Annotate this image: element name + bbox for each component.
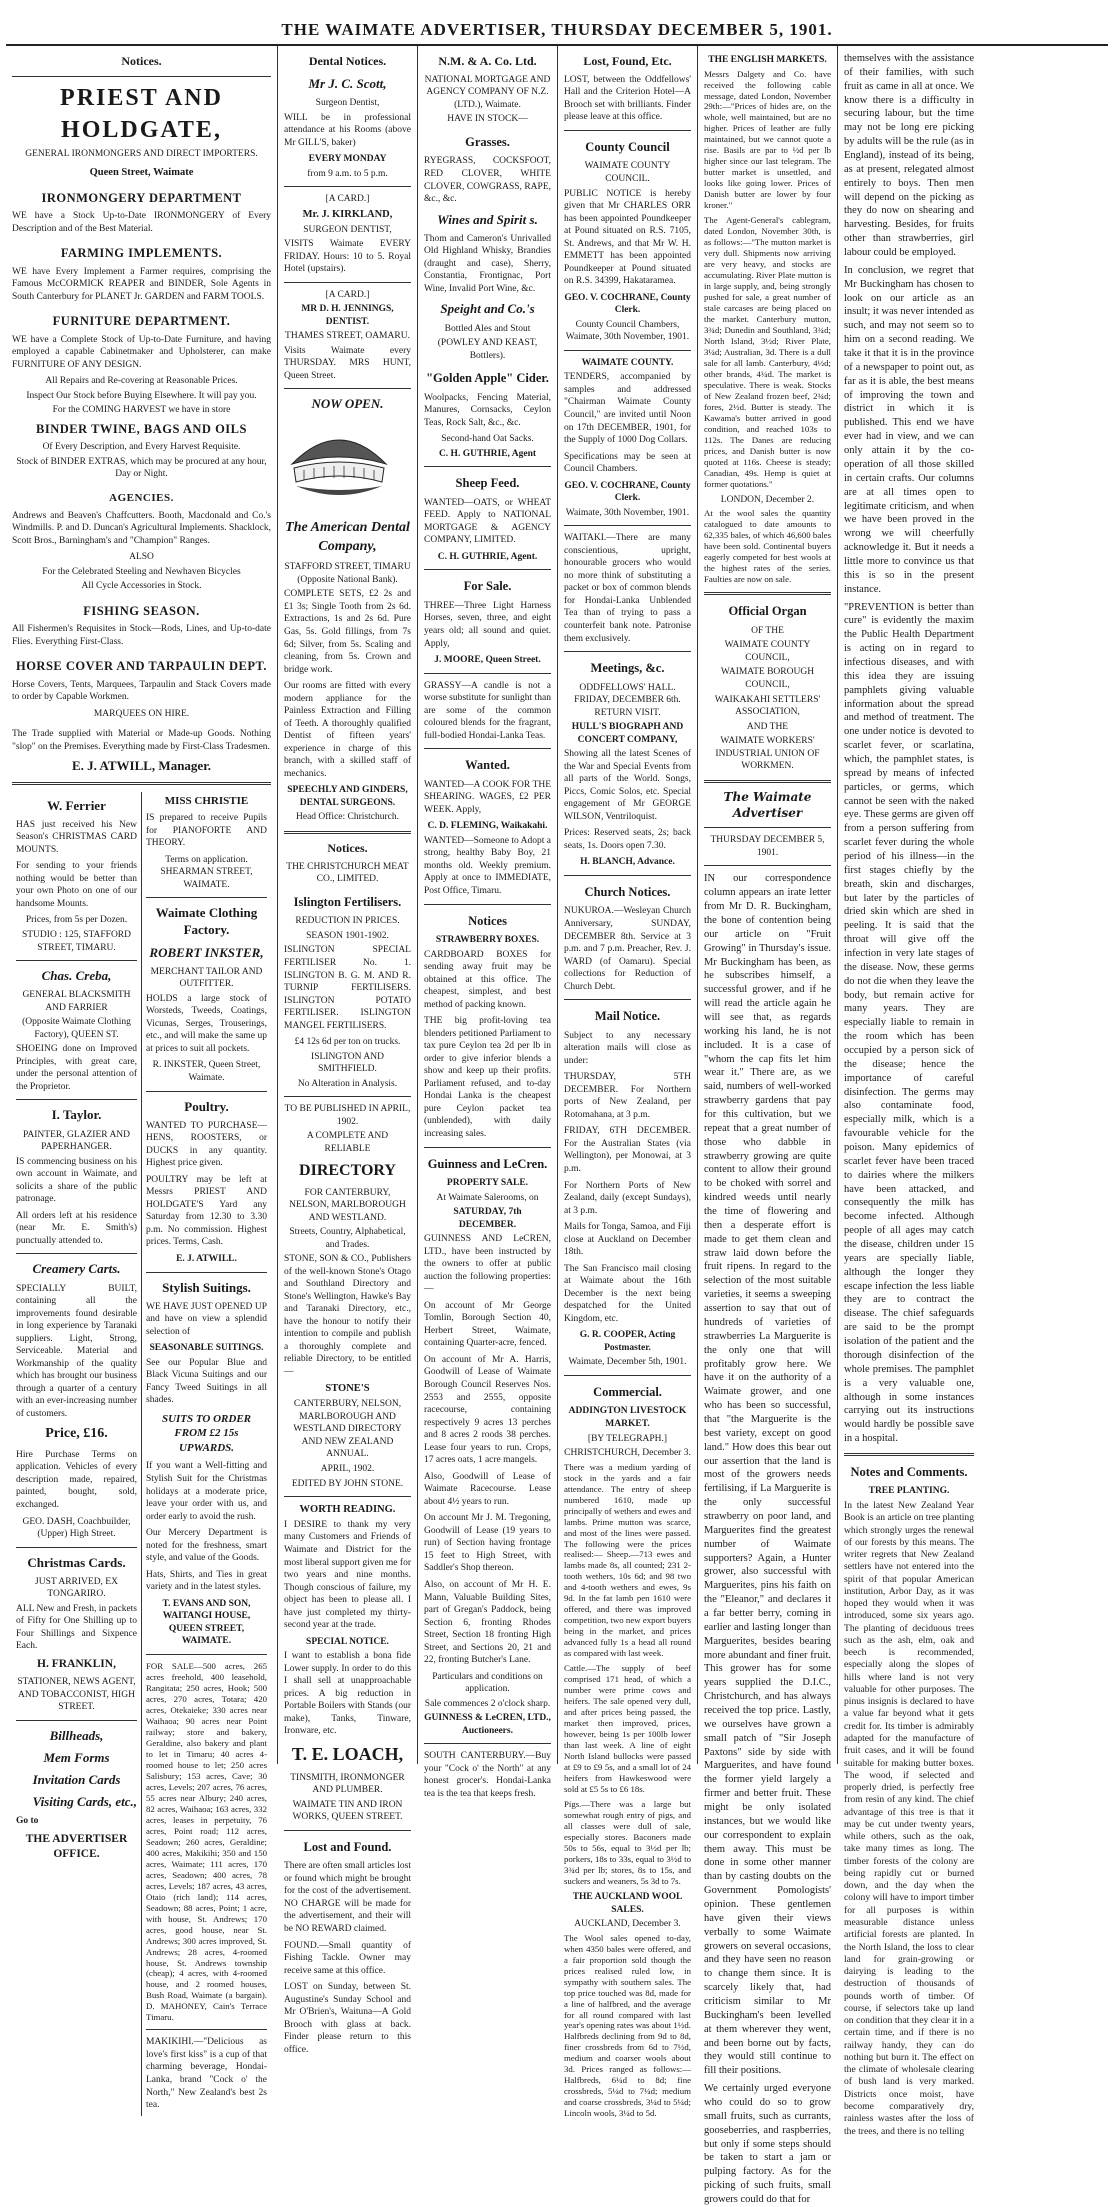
- kirkland: Mr. J. KIRKLAND,: [302, 208, 393, 220]
- editorial1: IN our correspondence column appears an irate letter from Mr D. R. Buckingham, the bone of contention being our article on "Fruit Growing" in Thursday's issue. Mr Buckingham has been, as he subscribes himself, a successful grower, and if he will read the article again he will see that, as regards working his land, he is not included. It is a case of "whom the cap fits let him wear it." There are, as we said, numbers of well-worked strawberry gardens that pay for this cultivation, but we repeat that a great number of those who dabble in strawberry growing are quite content to allow their ground to be choked with sorrel and kindred weeds until nearly the time of flowering and then a desperate effort is made to get them clean and straw laid down before the fruit ripens. In regard to the selection of the most suitable varieties, it seems a sweeping assertion to say that out of hundreds of varieties of strawberries La Marguerite is the only one that will profitably grow here. We have it on the authority of a Waimate grower, and one who has been so successful, that "the Marguerite is the best variety, except on good land." How does this bear out our assertion that the land is most of the growers needs fertilising, if La Marguerite is the only successful strawberry on poor land, and Marguerites find the greatest number of Waimate supporters? Again, a Hunter grower, also successful with Marguerites, pins his faith on the "Eleanor," and declares it a far better berry, coming in earlier and lasting longer than Marguerites, besides bearing more abundant and finer fruit. This grower has for some years supplied the D.I.C., Christchurch, and has always received the top price. Lastly, we ourselves have grown a small patch of "Sir Joseph Paxtons" side by side with Marguerites, and have found the former yield largely a firmer and better fruit. These might be only isolated instances, but we would like our correspondent to explain them away. This must be done in some other manner than by casting doubts on the Government Pomologists' opinion. These gentlemen have given their views verbally to some Waimate growers on several occasions, and they have seen no reason to change them since. It is scarcely likely that, had criticism similar to Mr Buckingham's been levelled at them wherever they went, and been borne out by facts, they would still continue to fill their positions.: [704, 873, 831, 2077]
- divider: [424, 904, 551, 905]
- divider: [564, 1375, 691, 1376]
- pigs-text: Pigs.—There was a large but somewhat rough entry of pigs, and all classes were dull of sale, especially stores. Baconers made 50s to 56s, equal to 3½d per lb; porkers, 18s to 33s, equal to 3½d to 3¾d per lb; stores, 8s to 15s, and suckers and weaners, 5s 3d to 7s.: [564, 1799, 691, 1887]
- grassy-text: GRASSY—A candle is not a worse substitute for sunlight than are some of the common coloured blends for the fragrant, full-bodied Hondai-Lanka Teas.: [424, 680, 551, 741]
- addington: ADDINGTON LIVESTOCK MARKET.: [568, 1406, 687, 1430]
- at-waimate: At Waimate Salerooms, on: [436, 1192, 539, 1203]
- prop4: On account Mr J. M. Tregoning, Goodwill of Lease (19 years to run) of Section having frontage 15 feet to High Street, with Saddler's Shop thereon.: [424, 1513, 551, 1574]
- cycle: All Cycle Accessories in Stock.: [81, 581, 202, 592]
- text3: "PREVENTION is better than cure" is evidently the maxim the Public Health Department is acting on in regard to infectious diseases, and with this idea they are issuing pamphlets giving valuable information about the spread and method of treatment. The one under notice is devoted to scarlet fever, or scarlatina, which, the pamphlet states, is spread by means of infected particles, or germs, which cannot be seen with the naked eye. These germs are given off from a person suffering from scarlet fever during the whole period of his illness—in the first stages chiefly by the breath, skin and discharges, but later by the particles of dried skin which are shed in peeling. It is said that the throat will give off the infection in very late stages of the disease. Now, these germs do not die when they leave the body, but remain active for many years. They are especially liable to remain in the room which has been occupied by a person sick of the disease; hence the importance of careful disinfection. The germs may also contaminate food, especially milk, which is a favourable vehicle for the poison. Many epidemics of scarlet fever have been traced to dairies where the milkers have been attacked, and consequently the milk has become infected. Although people of all ages may catch the disease, children under 15 years are specially liable, although the longer they escape infection the less liable they are to contract the disease. The chief safeguards are said to be the prompt isolation of the patient and the thorough disinfection of the whole premises. The pamphlet is a very valuable one, although in some instances carrying out its instructions would hardly be possible save in a hospital.: [844, 601, 974, 1445]
- official-organ: Official Organ: [728, 604, 807, 619]
- harvest: For the COMING HARVEST we have in store: [52, 405, 231, 416]
- lost-text2: LOST on Sunday, between St. Augustine's Sunday School and Mr O'Brien's, Waituna—A Gold Brooch with glass at back. Finder please return to this office.: [284, 1982, 411, 2055]
- divider: [284, 282, 411, 283]
- american-addr: STAFFORD STREET, TIMARU (Opposite National Bank).: [284, 562, 411, 585]
- date-line: THURSDAY DECEMBER 5, 1901.: [710, 835, 825, 858]
- agencies-text: Andrews and Beaven's Chaffcutters. Booth, Macdonald and Co.'s Windmills. P. and D. Duncan's Agricultural Implements. Shacklock, Scott Bros., Barningham's and "Champion" Ranges.: [12, 510, 271, 546]
- mail-tonga: Mails for Tonga, Samoa, and Fiji close at Auckland on December 18th.: [564, 1222, 691, 1258]
- divider: [424, 748, 551, 749]
- creba-title: Chas. Creba,: [41, 968, 112, 984]
- poultry-text: WANTED TO PURCHASE—HENS, ROOSTERS, or DUCKS in any quantity. Highest price given.: [146, 1120, 267, 1169]
- english-text: Messrs Dalgety and Co. have received the following cable message, dated London, November 29th:—"Prices of hides are, on the whole, well maintained, but are no higher. Prices of leather are fully maintained, but we cannot quote a rise. Basils are par to ½d per lb higher since our last telegram. The butter market is unsettled, and looks like going lower. Prices of Danish butter are lower by four kroner.": [704, 68, 831, 211]
- april: APRIL, 1902.: [320, 1464, 375, 1474]
- edited: EDITED BY JOHN STONE.: [291, 1478, 404, 1489]
- columns: [6, 46, 1108, 2206]
- for-sale: For Sale.: [463, 579, 512, 594]
- visiting: Visiting Cards, etc.,: [32, 1794, 137, 1810]
- creamery-text: SPECIALLY BUILT, containing all the improvements found desirable in long experience by Taranaki suppliers. Light, Strong, Serviceable. Material and Workmanship of the quality which has brought our business through a quarter of a century with an ever-increasing number of customers.: [16, 1283, 137, 1419]
- inkster: ROBERT INKSTER,: [149, 944, 264, 960]
- also: ALSO: [129, 552, 154, 563]
- org1: WAIMATE COUNTY COUNCIL,: [724, 640, 811, 663]
- telegraph: [BY TELEGRAPH.]: [587, 1433, 668, 1444]
- speight: Speight and Co.'s: [440, 301, 535, 317]
- notes-text: In the latest New Zealand Year Book is an article on tree planting which strongly urges the renewal of our forests by this means. The writer regrets that New Zealand settlers have not entered into the spirit of that popular American institution, Arbor Day, as it was hoped they would when it was introduced, some six years ago. The planting of deciduous trees such as the ash, elm, oak and beech is recommended, especially along the slopes of hills where land is not very valuable for other purposes. The pinus insignis is declared to have a value far beyond what it gets credit for. Its timber is admirably adapted for the manufacture of fruit cases, and it will be found suitable for making butter boxes. The wood, if selected and properly dried, is perfectly free from resin of any kind. The chief advantage of this tree is that it may be cut under twenty years, while others, such as the oak, take many times as long. The timber forests of the colony are being rapidly cut or burned down, and the day when the colony will have to import timber for all purposes is within measurable distance unless artificial forests are planted. In the North Island, the loss to clear land for grain-growing or dairying is leading to the destruction of thousands of pounds worth of timber. Of course, if selectors take up land on condition that they clear it in a certain time, and if there is no railway handy, they can do nothing but burn it. The effect on the climate of wholesale clearing of bush land is very marked. Districts once moist, have become comparatively dry, rainless wastes after the loss of the trees, and there is no telling: [844, 1499, 975, 2137]
- mail-fri: FRIDAY, 6TH DECEMBER. For the Australian States (via Wellington), per Monowai, at 3 p.m.: [564, 1126, 691, 1175]
- divider: [146, 1654, 267, 1655]
- speight-sub: Bottled Ales and Stout: [444, 323, 531, 334]
- analysis: No Alteration in Analysis.: [297, 1078, 398, 1089]
- divider: [12, 76, 271, 77]
- divider: [704, 592, 831, 595]
- poultry-text2: POULTRY may be left at Messrs PRIEST AND HOLDGATE'S Yard any Saturday from 12.30 to 3.30 p.m. No commission. Highest prices. Terms, Cash.: [146, 1174, 267, 1248]
- wanted-text2: WANTED—Someone to Adopt a strong, healthy Baby Boy, 21 months old. Weekly premium. Apply at once to IMMEDIATE, Post Office, Timaru.: [424, 835, 551, 897]
- divider: [424, 673, 551, 674]
- xmas-text: ALL New and Fresh, in packets of Fifty for One Shilling up to Four Shillings and Sixpence Each.: [16, 1603, 138, 1652]
- cooper: G. R. COOPER, Acting Postmaster.: [579, 1330, 676, 1353]
- divider: [424, 569, 551, 570]
- church: Church Notices.: [584, 884, 671, 899]
- divider: [284, 388, 411, 389]
- prop2: On account of Mr A. Harris, Goodwill of Lease of Waimate Borough Council Reserves Nos. 2553 and 2555, opposite racecourse, containing respectively 9 acres 13 perches and 8 acres 2 roods 38 perches. Lease four years to run. Crops, 17 acres oats, 1 acre mangels.: [424, 1354, 551, 1466]
- horse-dept: HORSE COVER AND TARPAULIN DEPT.: [15, 659, 268, 674]
- commercial: Commercial.: [593, 1384, 662, 1399]
- divider: [146, 1091, 267, 1092]
- county-header: County Council: [585, 139, 670, 154]
- stylish-sub: SEASONABLE SUITINGS.: [149, 1343, 264, 1354]
- billheads: Billheads,: [49, 1727, 104, 1743]
- franklin-desc: STATIONER, NEWS AGENT, AND TOBACCONIST, HIGH STREET.: [17, 1677, 136, 1713]
- notices-header: Notices.: [121, 54, 162, 68]
- memforms: Mem Forms: [43, 1749, 110, 1765]
- meat-co: THE CHRISTCHURCH MEAT CO., LIMITED.: [286, 861, 409, 885]
- marquees: MARQUEES ON HIRE.: [93, 708, 190, 719]
- taylor-text: IS commencing business on his own account in Waimate, and solicits a share of the public patronage.: [16, 1156, 137, 1205]
- lost-text: LOST, between the Oddfellows' Hall and the Criterion Hotel—A Brooch set with brilliants. Finder please leave at this office.: [564, 74, 691, 123]
- dental-header: Dental Notices.: [308, 54, 387, 68]
- goto: Go to: [16, 1816, 39, 1827]
- denture-illustration: [284, 424, 394, 504]
- sheep-text: WANTED—OATS, or WHEAT FEED. Apply to NATIONAL MORTGAGE & AGENCY COMPANY, LIMITED.: [424, 497, 551, 546]
- islington-price: £4 12s 6d per ton on trucks.: [294, 1037, 401, 1048]
- ferrier-text: HAS just received his New Season's CHRISTMAS CARD MOUNTS.: [16, 819, 137, 855]
- english-text2: The Agent-General's cablegram, dated London, November 30th, is as follows:—"The mutton market is very dull. Shipments now arriving are very heavy, and stocks are accumulating. River Plate mutton is in large supply, and, being strongly pushed for sale, a great number of stale carcases are being placed on the market. Canterbury mutton, 3¾d; Dunedin and Southland, 3¾d; North Island, 3½d; River Plate, 3¼d; Australian, 3d. There is a dull sale for all lamb. Canterbury, 4½d; other brands, 4¼d. The market is speculative. There is weak. Stocks of New Zealand frozen beef, 2¾d; fores, 2½d. Butter is steady. The Kawama's butter arrived in good condition, and reached 103s to 112s. The Danes are reducing prices, and Danish butter is now quoted at 116s. Cheese is steady; Canadian, 49s. Hemp is quiet at former quotations.": [704, 215, 831, 489]
- office: THE ADVERTISER OFFICE.: [25, 1832, 128, 1861]
- waimate-clothing: Waimate Clothing Factory.: [155, 905, 258, 938]
- american-text2: Our rooms are fitted with every modern appliance for the Painless Extraction and Filling of Teeth. A thoroughly qualified Dentist of fifteen years' experience in charge of this branch, with a skilled staff of mechanics.: [284, 681, 411, 779]
- divider: [284, 1096, 411, 1097]
- divider: [704, 865, 831, 866]
- meetings: Meetings, &c.: [590, 661, 665, 676]
- public-notice: PUBLIC NOTICE is hereby given that Mr CHARLES ORR has been appointed Poundkeeper at Pound situated on R.S. 7105, St. Andrews, and that Mr W. H. EMMETT has been appointed Poundkeeper at Pound situated on R.S. 34399, Hakataramea.: [564, 188, 691, 287]
- firm-desc: GENERAL IRONMONGERS AND DIRECT IMPORTERS.: [25, 149, 258, 160]
- jennings: MR D. H. JENNINGS, DENTIST.: [301, 304, 394, 327]
- head-office: Head Office: Christchurch.: [296, 812, 399, 823]
- sat-date: SATURDAY, 7th DECEMBER.: [453, 1207, 522, 1230]
- sale-commences: Sale commences 2 o'clock sharp.: [424, 1698, 551, 1709]
- notices: Notices: [468, 913, 507, 928]
- complete-reliable: A COMPLETE AND RELIABLE: [306, 1131, 389, 1154]
- divider: [564, 130, 691, 131]
- column-notes: [838, 46, 980, 2137]
- have-stock: HAVE IN STOCK—: [447, 114, 528, 125]
- stones-title: STONE'S: [325, 1383, 370, 1395]
- divider: [284, 831, 411, 834]
- south-cant: SOUTH CANTERBURY.—Buy your "Cock o' the North" at any honest grocer's. Hondai-Lanka tea is the tea that keeps fresh.: [424, 1751, 551, 1799]
- profit-text: THE big profit-loving tea blenders petitioned Parliament to tax pure Ceylon tea 2d per lb in order to give inferior blends a show and keep up their profits. Parliament refused, and to-day Hondai Lanka is the cheapest pure Ceylon packet tea (unblended), with daily increasing sales.: [424, 1016, 551, 1140]
- card-label: [A CARD.]: [325, 194, 370, 205]
- scott-hours: from 9 a.m. to 5 p.m.: [307, 168, 388, 179]
- american-title: The American Dental Company,: [285, 520, 410, 554]
- furn-text: WE have a Complete Stock of Up-to-Date Furniture, and having employed a capable Cabinetmaker and Upholsterer, can make FURNITURE OF ANY DESIGN.: [12, 334, 271, 370]
- stones-dir: CANTERBURY, NELSON, MARLBOROUGH AND WESTLAND DIRECTORY AND NEW ZEALAND ANNUAL.: [293, 1399, 402, 1460]
- fish-dept: FISHING SEASON.: [83, 603, 200, 618]
- card-label: [A CARD.]: [325, 289, 370, 300]
- second-hand: Second-hand Oat Sacks.: [441, 434, 534, 445]
- published: TO BE PUBLISHED IN APRIL, 1902.: [284, 1104, 411, 1127]
- cattle-text: Cattle.—The supply of beef comprised 171 head, of which a number were prime cows and heifers. The sale opened very dull, and after prices being passed, the market then improved, prices, however, being 1s per 100lb lower than last week. A line of eight North Island bullocks were passed at £9 to £9 5s, and a small lot of 24 heifers from Hawkeswood were sold at £5 5s to £6 18s.: [564, 1663, 691, 1795]
- inkster-text: HOLDS a large stock of Worsteds, Tweeds, Coatings, Vicunas, Serges, Trouserings, etc., and will make the same up at prices to suit all pockets.: [146, 993, 267, 1054]
- price-text: Hire Purchase Terms on application. Vehicles of every description made, repaired, painted, bought, sold, exchanged.: [16, 1449, 137, 1510]
- mail-text: Subject to any necessary alteration mails will close as under:: [564, 1030, 691, 1066]
- guinness: Guinness and LeCren.: [427, 1156, 548, 1171]
- tree-label: TREE PLANTING.: [868, 1486, 950, 1497]
- lost-found-text: There are often small articles lost or found which might be brought for the cost of the advertisement. NO CHARGE will be made for the advertisement, and their will be NO REWARD claimed.: [284, 1861, 411, 1934]
- waimate-county: WAIMATE COUNTY.: [581, 357, 674, 368]
- creamery-title: Creamery Carts.: [32, 1261, 121, 1277]
- for-sale-text: THREE—Three Light Harness Horses, seven, three, and eight years old; all sound and quiet. Apply,: [424, 600, 551, 649]
- county-chambers: County Council Chambers, Waimate, 30th November, 1901.: [565, 319, 690, 343]
- specifications: Specifications may be seen at Council Chambers.: [564, 451, 691, 475]
- dash: GEO. DASH, Coachbuilder, (Upper) High Street.: [22, 1516, 131, 1540]
- guinness-sig: GUINNESS & LeCREN, LTD., Auctioneers.: [424, 1713, 551, 1736]
- text2: In conclusion, we regret that Mr Buckingham has chosen to look on our article as an insult; it was never intended as such, and may not seem so to him on a second reading. We take it that it is in the province of a newspaper to point out, as far as it is able, the best means of improving the town and district in which it is published. This end we have ever had in view, and we can only attain it by the co-operation of all those skilled in certain crafts. Our columns are at all times open to legitimate criticism, and when we have been proved in the wrong we will cheerfully acknowledge it. But it needs a little more to convince us that this is so in the present instance.: [844, 264, 974, 595]
- fleming: C. D. FLEMING, Waikakahi.: [427, 821, 548, 832]
- column-nma: [418, 46, 558, 1799]
- xmas-sub: JUST ARRIVED, EX TONGARIRO.: [35, 1576, 118, 1600]
- divider: [564, 651, 691, 652]
- divider: [146, 2029, 267, 2030]
- also-text: For the Celebrated Steeling and Newhaven Bicycles: [42, 566, 241, 577]
- manager: E. J. ATWILL, Manager.: [71, 758, 212, 774]
- divider: [146, 897, 267, 898]
- auckland: AUCKLAND, December 3.: [574, 1919, 681, 1930]
- org3: WAIKAKAHI SETTLERS' ASSOCIATION,: [714, 694, 821, 718]
- divider: [284, 186, 411, 187]
- prop1: On account of Mr George Tomlin, Borough Section 40, Herbert Street, Waimate, containing Quarter-acre, fenced.: [424, 1300, 551, 1349]
- stylish-text: WE HAVE JUST OPENED UP and have on view a splendid selection of: [146, 1301, 267, 1337]
- column-editorial: [698, 46, 838, 2206]
- stylish-title: Stylish Suitings.: [162, 1279, 251, 1295]
- divider: [704, 780, 831, 783]
- reduction: REDUCTION IN PRICES.: [295, 916, 400, 927]
- taylor-text2: All orders left at his residence (near Mr. E. Smith's) punctually attended to.: [16, 1210, 137, 1246]
- poultry-sig: E. J. ATWILL.: [176, 1254, 237, 1264]
- furn-repair: All Repairs and Re-covering at Reasonable Prices.: [45, 376, 238, 387]
- sheep-sig: C. H. GUTHRIE, Agent.: [437, 551, 538, 562]
- particulars: Particulars and conditions on application.: [432, 1671, 543, 1695]
- wool-text: The Wool sales opened to-day, when 4350 bales were offered, and a fair proportion sold though the prices realised ruled low, in sympathy with southern sales. The top price touched was 8d, made for a line of halfbred, and the average for all round compared with last year's opening rates was about 1½d. Halfbreds declining from 9d to 8d, finer crossbreds from 6d to 7½d, medium and coarser wools about 3d. Prices ranged as follows:—Halfbreds, 6¼d to 8d; fine crossbreds, 5¼d to 7¼d; medium and coarse crossbreds, 3¼d to 5¼d; Lincoln wools, 3¼d to 5d.: [564, 1932, 691, 2119]
- inkster-sig: R. INKSTER, Queen Street, Waimate.: [152, 1060, 261, 1083]
- county-title: WAIMATE COUNTY COUNCIL.: [584, 161, 671, 184]
- wanted: Wanted.: [465, 758, 510, 773]
- notices-left: [12, 792, 142, 2116]
- dir-for: FOR CANTERBURY, NELSON, MARLBOROUGH AND WESTLAND.: [289, 1187, 406, 1223]
- lost-found-title: Lost and Found.: [303, 1839, 392, 1854]
- islington-list: ISLINGTON SPECIAL FERTILISER No. 1. ISLINGTON B. G. M. AND R. TURNIP FERTILISERS. ISLINGTON POTATO FERTILISER. ISLINGTON MANGEL FERTILISERS.: [284, 945, 411, 1031]
- prop3: Also, Goodwill of Lease of Waimate Racecourse. Lease about 4½ years to run.: [424, 1471, 551, 1507]
- wanted-text: WANTED—A COOK FOR THE SHEARING. WAGES, £2 PER WEEK. Apply,: [424, 779, 551, 815]
- divider: [424, 1743, 551, 1744]
- moore: J. MOORE, Queen Street.: [434, 655, 541, 666]
- cochrane: GEO. V. COCHRANE, County Clerk.: [564, 292, 691, 316]
- furn-dept: FURNITURE DEPARTMENT.: [52, 314, 231, 329]
- scott-text: WILL be in professional attendance at his Rooms (above Mr GILL'S, baker): [284, 112, 411, 148]
- ferrier-price: Prices, from 5s per Dozen.: [25, 915, 128, 926]
- of-the: OF THE: [751, 625, 784, 636]
- horse-text: Horse Covers, Tents, Marquees, Tarpaulin and Stack Covers made to order by Capable Workmen.: [12, 679, 271, 703]
- org4: WAIMATE WORKERS' INDUSTRIAL UNION OF WORKMEN.: [715, 736, 820, 772]
- hulls-text: Showing all the latest Scenes of the War and Special Events from all parts of the World. Songs, Piccs, Comic Solos, etc. Special engagement of Mr GEORGE WILSON, Ventriloquist.: [564, 749, 691, 822]
- firm-name: PRIEST AND HOLDGATE,: [60, 84, 223, 143]
- divider: [564, 875, 691, 876]
- market-text: There was a medium yarding of stock in the yards and a fair attendance. The entry of sheep numbered 1610, made up principally of wethers and ewes and lambs. Prime mutton was scarce, and most of the lines were passed. The following were the prices realised:— Sheep.—713 ewes and lambs made 8s, all counted; 231 2-tooth wethers, 10s 6d; and 98 two and 4-tooth wethers and ewes, 9s 9d. In the fat lamb pen 1610 were offered, and there was improved competition, two new export buyers being in the market, and prices advanced fully 1s a head all round as compared with last week.: [564, 1461, 691, 1659]
- firm-address: Queen Street, Waimate: [89, 166, 194, 178]
- lost-header: Lost, Found, Etc.: [583, 54, 672, 68]
- scott-every: EVERY MONDAY: [308, 154, 387, 165]
- special-notice: SPECIAL NOTICE.: [306, 1636, 389, 1647]
- stone-text: STONE, SON & CO., Publishers of the well-known Stone's Otago and Southland Directory and Stone's Wellington, Hawke's Bay and Taranaki Directory, etc., have the honour to notify their intention to compile and publish a thoroughly complete and reliable Directory, to be entitled—: [284, 1254, 411, 1377]
- creba-text: SHOEING done on Improved Principles, with great care, under the personal attention of the Proprietor.: [16, 1044, 137, 1092]
- ferrier-title: W. Ferrier: [47, 797, 106, 813]
- christie-text: IS prepared to receive Pupils for PIANOFORTE AND THEORY.: [146, 813, 267, 849]
- binder: BINDER TWINE, BAGS AND OILS: [36, 421, 247, 436]
- divider: [564, 999, 691, 1000]
- mail-north: For Northern Ports of New Zealand, daily (except Sundays), at 3 p.m.: [564, 1180, 691, 1216]
- divider: [564, 350, 691, 351]
- taylor-title: I. Taylor.: [51, 1107, 102, 1123]
- hulls: HULL'S BIOGRAPH AND CONCERT COMPANY,: [571, 722, 684, 745]
- taylor-desc: PAINTER, GLAZIER AND PAPERHANGER.: [22, 1129, 131, 1153]
- worth-reading: WORTH READING.: [299, 1504, 396, 1516]
- loach: T. E. LOACH,: [291, 1743, 404, 1764]
- chch: CHRISTCHURCH, December 3.: [564, 1448, 691, 1459]
- english-markets-header: THE ENGLISH MARKETS.: [708, 55, 827, 65]
- blanch: H. BLANCH, Advance.: [580, 857, 675, 868]
- binder-sub: Of Every Description, and Every Harvest Requisite.: [42, 442, 241, 453]
- now-open: NOW OPEN.: [311, 396, 384, 412]
- found-text: FOUND.—Small quantity of Fishing Tackle. Owner may receive same at this office.: [284, 1940, 411, 1976]
- notes-header: Notes and Comments.: [850, 1464, 968, 1479]
- inkster-desc: MERCHANT TAILOR AND OUTFITTER.: [150, 966, 263, 990]
- evans: T. EVANS AND SON, WAITANGI HOUSE, QUEEN STREET, WAIMATE.: [162, 1598, 251, 1647]
- divider: [284, 1496, 411, 1497]
- poultry-title: Poultry.: [184, 1098, 229, 1114]
- islington-smithfield: ISLINGTON AND SMITHFIELD.: [311, 1051, 384, 1075]
- ferrier-addr: STUDIO : 125, STAFFORD STREET, TIMARU.: [21, 929, 132, 953]
- prices: Prices: Reserved seats, 2s; back seats, 1s. Doors open 7.30.: [564, 828, 691, 851]
- divider: [16, 960, 137, 961]
- notices-split: [12, 792, 271, 2116]
- english-text3: At the wool sales the quantity catalogued to date amounts to 62,335 bales, of which 46,600 bales have been sold. Continental buyers eagerly competed for best wools at the highest rates of the series. Faulties are now on sale.: [704, 508, 831, 585]
- furn-inspect: Inspect Our Stock before Buying Elsewhere. It will pay you.: [26, 390, 257, 401]
- invitation: Invitation Cards: [32, 1772, 121, 1787]
- farm-text: WE have Every Implement a Farmer requires, comprising the Famous McCORMICK REAPER and BINDER, Sole Agents in South Canterbury for PLANET Jr. GARDEN and FARM TOOLS.: [12, 266, 271, 302]
- stylish-text3: If you want a Well-fitting and Stylish Suit for the Christmas holidays at a moderate price, leave your order with us, and order early to avoid the rush.: [146, 1461, 267, 1522]
- mail: Mail Notice.: [594, 1009, 661, 1024]
- wool-header: THE AUCKLAND WOOL SALES.: [572, 1892, 683, 1915]
- divider: [424, 1147, 551, 1148]
- column-lost-found: [558, 46, 698, 2119]
- ferrier-text2: For sending to your friends nothing would be better than your own Photo on one of our handsome Mounts.: [16, 861, 137, 909]
- column-notices: [6, 46, 278, 2111]
- cardboard-text: CARDBOARD BOXES for sending away fruit may be obtained at this office. The cheapest, simplest, and best method of packing known.: [424, 949, 551, 1010]
- cochrane2: GEO. V. COCHRANE, County Clerk.: [564, 480, 691, 504]
- creba-addr: (Opposite Waimate Clothing Factory), QUEEN ST.: [22, 1017, 131, 1040]
- notices-header: Notices.: [327, 840, 368, 855]
- makikihi-text: MAKIKIHI.—"Delicious as love's first kiss" is a cup of that charming beverage, Hondai-Lanka, brand "Cock o' the North," New Zealand's best 2s tea.: [146, 2037, 267, 2111]
- oddfellows: ODDFELLOWS' HALL. FRIDAY, DECEMBER 6th. RETURN VISIT.: [574, 682, 681, 718]
- stylish-text4: Our Mercery Department is noted for the freshness, smart style, and value of the Goods.: [146, 1528, 267, 1564]
- worth-text: I DESIRE to thank my very many Customers and Friends of Waimate and District for the most liberal support given me for two years and nine months. Though conscious of failure, my object has been to please all. I have just completed my thirty-second year at the trade.: [284, 1519, 411, 1631]
- nma-company: NATIONAL MORTGAGE AND AGENCY COMPANY OF N.Z. (LTD.), Waimate.: [424, 74, 551, 110]
- fish-text: All Fishermen's Requisites in Stock—Rods, Lines, and Up-to-date Flies. Everything First-Class.: [12, 624, 271, 647]
- golden-text: Woolpacks, Fencing Material, Manures, Cornsacks, Ceylon Teas, Rock Salt, &c., &c.: [424, 392, 551, 428]
- agencies: AGENCIES.: [109, 492, 174, 504]
- special-text: I want to establish a bona fide Lower supply. In order to do this I shall sell at unapproachable prices. A big reduction in Portable Boilers with Stands (our make), Tanks, Tinware, Ironware, etc.: [284, 1651, 411, 1737]
- masthead-title: THE WAIMATE ADVERTISER, THURSDAY DECEMBER 5, 1901.: [281, 20, 833, 39]
- scott-title: Mr J. C. Scott,: [308, 75, 387, 91]
- christie-title: MISS CHRISTIE: [164, 794, 249, 807]
- golden-apple: "Golden Apple" Cider.: [426, 371, 549, 386]
- price-title: Price, £16.: [45, 1426, 108, 1442]
- tenders: TENDERS, accompanied by samples and addressed "Chairman Waimate County Council," are invited until Noon on 17th DECEMBER, 1901, for the Supply of 1000 Dog Collars.: [564, 372, 691, 446]
- scott-desc: Surgeon Dentist,: [315, 97, 380, 108]
- farm-dept: FARMING IMPLEMENTS.: [60, 246, 223, 261]
- speechly: SPEECHLY AND GINDERS, DENTAL SURGEONS.: [287, 785, 408, 808]
- nma-header: N.M. & A. Co. Ltd.: [438, 54, 537, 68]
- creba-desc: GENERAL BLACKSMITH AND FARRIER: [22, 990, 131, 1013]
- stylish-text2: See our Popular Blue and Black Vicuna Suitings and our Fancy Tweed Suitings in all shades.: [146, 1357, 267, 1406]
- divider: [16, 1099, 137, 1100]
- strawberry: STRAWBERRY BOXES.: [435, 935, 540, 946]
- church-text: NUKUROA.—Wesleyan Church Anniversary, SUNDAY, DECEMBER 8th. Service at 3 p.m. and 7 p.m. Preacher, Rev. J. WARD (of Oamaru). Special collections for Reduction of Church Debt.: [564, 906, 691, 992]
- guthrie: C. H. GUTHRIE, Agent: [438, 448, 537, 459]
- divider: [704, 827, 831, 828]
- islington-title: Islington Fertilisers.: [293, 894, 402, 909]
- divider: [284, 1830, 411, 1831]
- grasses: Grasses.: [465, 134, 510, 149]
- loach-addr: WAIMATE TIN AND IRON WORKS, QUEEN STREET.: [292, 1799, 403, 1823]
- directory: DIRECTORY: [299, 1162, 396, 1180]
- wines-text: Thom and Cameron's Unrivalled Old Highland Whisky, Brandies (draught and case), Sherry, Constantia, Frontignac, Port Wine, Invalid Port Wine, &c.: [424, 233, 551, 294]
- divider: [844, 1453, 974, 1456]
- divider: [424, 466, 551, 467]
- divider: [12, 782, 271, 785]
- waitaki: WAITAKI.—There are many conscientious, upright, honourable grocers who would no more think of substituting a packet or box of common blends for Hondai-Lanka Unblended Tea than of trying to pass a counterfeit bank note. Patronise them exclusively.: [564, 533, 691, 644]
- iron-dept: IRONMONGERY DEPARTMENT: [41, 190, 242, 205]
- guinness-text: GUINNESS AND LeCREN, LTD., have been instructed by the owners to offer at public auction the following properties:—: [424, 1234, 551, 1295]
- jennings-addr: THAMES STREET, OAMARU.: [285, 331, 410, 342]
- speight-agents: (POWLEY AND KEAST, Bottlers).: [437, 338, 538, 361]
- kirkland-text: VISITS Waimate EVERY FRIDAY. Hours: 10 to 5. Royal Hotel (upstairs).: [284, 239, 411, 275]
- divider: [564, 525, 691, 526]
- sale-text: FOR SALE—500 acres, 265 acres freehold, 400 leasehold, Rangitata; 250 acres, Hook; 500 acres, 270 acres, Totara; 420 acres, Otekaieke; 330 acres near Waihaoa; 90 acres near Point railway; store and bakery, Geraldine, also bakery and plant to let in Timaru; 40 acres 4-roomed house to let; 250 acres Salisbury; 153 acres, Cave; 30 acres, Levels; 207 acres, 76 acres, 55 acres near Albury; 240 acres, 82 acres, Waihaoa; 163 acres, 332 acres, leases in perpetuity, 76 acres, Point road; 112 acres, Seadown; 260 acres, Geraldine; 400 acres, Makikihi; 350 and 150 acres, Waimate; 111 acres, 170 acres, Seadown; 400 acres, 78 acres, Levels; 187 acres, 43 acres, Otaio (rich land); 114 acres, Seadown; 88 acres, Point; 1 acre, with house, St. Andrews; 170 acres, good house, near St. Andrews; 300 acres improved, St. Andrews; 28 acres, 4-roomed house, St. Andrews township (cheap); 4 acres, with 4-roomed house, and 2 roomed houses, Bush Road, Waimate (a bargain). D. MAHONEY, Cain's Terrace Timaru.: [146, 1660, 267, 2023]
- prop5: Also, on account of Mr H. E. Mann, Valuable Building Sites, part of Gregan's Paddock, being Section 6, fronting Rhodes Street, Section 18 fronting High Street, and Sections 20, 21 and 22, fronting Butcher's Lane.: [424, 1579, 551, 1666]
- column-dental: [278, 46, 418, 2055]
- dir-streets: Streets, Country, Alphabetical, and Trades.: [289, 1227, 406, 1250]
- grasses-text: RYEGRASS, COCKSFOOT, RED CLOVER, WHITE CLOVER, COWGRASS, RAPE, &c., &c.: [424, 156, 551, 205]
- notices-right: [142, 792, 271, 2116]
- mail-thu: THURSDAY, 5TH DECEMBER. For Northern ports of New Zealand, per Rotomahana, at 3 p.m.: [564, 1072, 691, 1120]
- wines: Wines and Spirit s.: [437, 211, 538, 227]
- christie-terms: Terms on application. SHEARMAN STREET, WAIMATE.: [160, 854, 253, 890]
- divider: [16, 1720, 137, 1721]
- divider: [16, 1253, 137, 1254]
- org2: WAIMATE BOROUGH COUNCIL,: [720, 667, 815, 690]
- xmas-title: Christmas Cards.: [27, 1554, 126, 1570]
- divider: [16, 1547, 137, 1548]
- loach-desc: TINSMITH, IRONMONGER AND PLUMBER.: [290, 1772, 405, 1796]
- kirkland-desc: SURGEON DENTIST,: [303, 224, 392, 235]
- masthead: [6, 0, 1108, 46]
- waimate-date: Waimate, 30th November, 1901.: [565, 507, 690, 518]
- and-the: AND THE: [746, 721, 789, 732]
- suits-order: SUITS TO ORDER FROM £2 15s UPWARDS.: [161, 1412, 252, 1454]
- property-sale: PROPERTY SALE.: [446, 1178, 529, 1189]
- binder-extras: Stock of BINDER EXTRAS, which may be procured at any hour, Day or Night.: [16, 456, 267, 480]
- mail-sf: The San Francisco mail closing at Waimate about the 16th December is the next being despatched for the United Kingdom, etc.: [564, 1263, 691, 1324]
- american-text: COMPLETE SETS, £2 2s and £1 3s; Single Tooth from 2s 6d. Extractions, 1s and 2s 6d. Pure Gas, 5s. Gold fillings, from 7s 6d; Silver, from 5s. Scaling and cleaning, from 5s. Crown and bridge work.: [284, 589, 411, 675]
- franklin: H. FRANKLIN,: [37, 1657, 116, 1670]
- text1: themselves with the assistance of their families, with such fruit as came in all at once. We know there is a difficulty in securing labour, but the time may not be long ere picking by adults will be the rule (as in England), instead of its being, as at present, relegated almost entirely to boys. Then men will depend on the picking as they do now on shearing and harvesting. Besides, for fruits other than strawberries, girl labour could be employed.: [844, 53, 974, 259]
- iron-text: WE have a Stock Up-to-Date IRONMONGERY of Every Description and of the Best Material.: [12, 211, 271, 234]
- sheep-feed: Sheep Feed.: [455, 476, 520, 491]
- stylish-text5: Hats, Shirts, and Ties in great variety and in the latest styles.: [146, 1569, 267, 1593]
- trade: The Trade supplied with Material or Made-up Goods. Nothing "slop" on the Premises. Everything made by First-Class Tradesmen.: [12, 729, 271, 752]
- paper-logo: The Waimate Advertiser: [723, 789, 812, 820]
- editorial2: We certainly urged everyone who could do so to grow small fruits, such as currants, gooseberries, and raspberries, but only if some steps should be taken to start a jam or pulping factory. As for the picking of such fruits, small growers could do that for: [704, 2083, 831, 2206]
- jennings-text: Visits Waimate every THURSDAY. MRS HUNT, Queen Street.: [284, 345, 411, 381]
- season: SEASON 1901-1902.: [306, 930, 389, 941]
- divider: [146, 1272, 267, 1273]
- mail-date: Waimate, December 5th, 1901.: [568, 1357, 687, 1368]
- london: LONDON, December 2.: [720, 494, 815, 505]
